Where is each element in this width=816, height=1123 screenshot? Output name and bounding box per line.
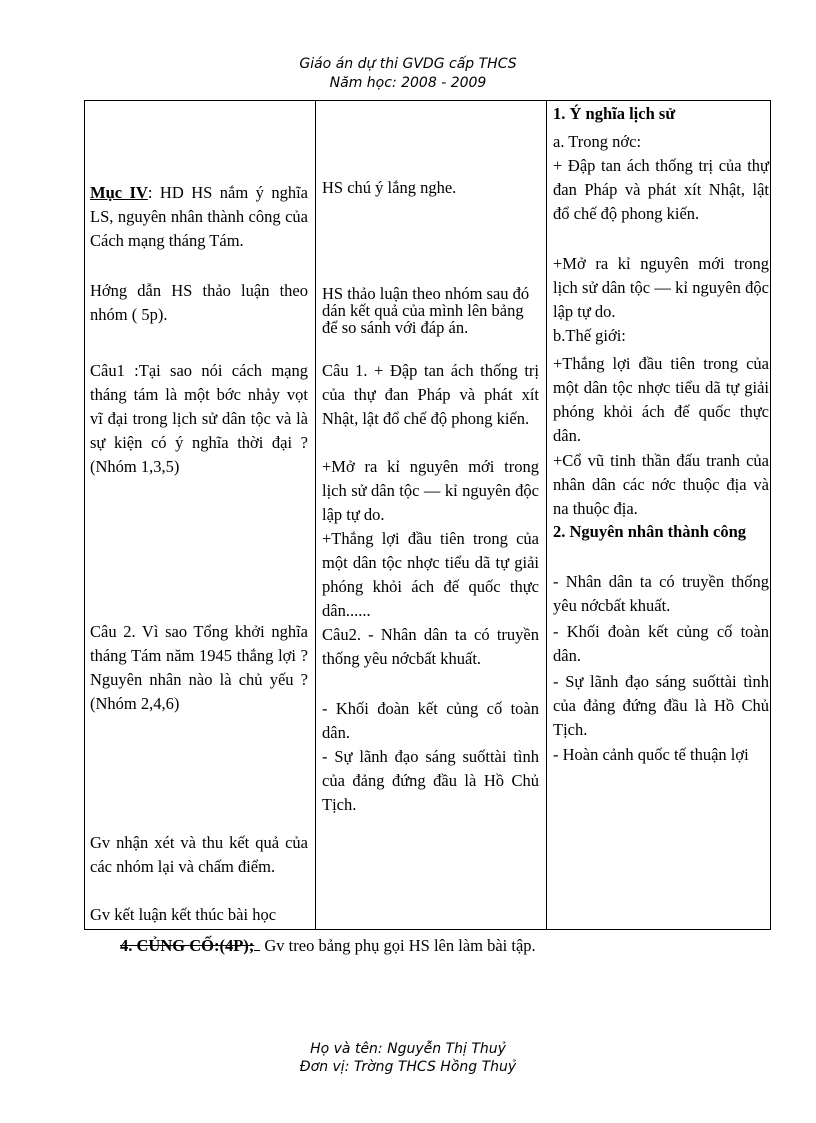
teacher-conclusion: Gv kết luận kết thúc bài học [90,905,277,924]
domestic-subheading: a. Trong nớc: [553,132,642,151]
cause-2: - Khối đoàn kết củng cố toàn dân. [553,622,769,665]
question-1: Câu1 :Tại sao nói cách mạng tháng tám là một bớc nhảy vọt vĩ đại trong lịch sử dân tộc và là sự kiện có ý nghĩa thời đại ?(Nhóm 1,3,5) [90,361,308,476]
cause-3: - Sự lãnh đạo sáng suốttài tình của đảng đứng đầu là Hồ Chủ Tịch. [553,672,769,739]
teacher-review: Gv nhận xét và thu kết quả của các nhóm lại và chấm điểm. [90,833,308,876]
heading-success-causes: 2. Nguyên nhân thành công [553,522,747,541]
domestic-point-1: + Đập tan ách thống trị của thự đan Pháp và phát xít Nhật, lật đổ chế độ phong kiến. [553,156,769,223]
group-discussion-instruction: Hớng dẫn HS thảo luận theo nhóm ( 5p). [90,281,308,324]
question-2: Câu 2. Vì sao Tổng khởi nghĩa tháng Tám năm 1945 thắng lợi ? Nguyên nhân nào là chủ yếu ?(Nhóm 2,4,6) [90,622,308,713]
domestic-point-2: +Mở ra kỉ nguyên mới trong lịch sử dân tộc — kỉ nguyên độc lập tự do. [553,254,769,321]
cause-1: - Nhân dân ta có truyền thống yêu nớcbất khuất. [553,572,769,615]
consolidation-label: 4. CỦNG CỐ:(4P); [120,936,255,955]
footer-school: Đơn vị: Trờng THCS Hồng Thuỷ [299,1059,517,1075]
consolidation-text: Gv treo bảng phụ gọi HS lên làm bài tập. [264,936,536,955]
cause-4: - Hoàn cảnh quốc tế thuận lợi [553,745,749,764]
section-iv-label: Mục IV [90,183,148,202]
column-divider [546,101,547,929]
world-subheading: b.Thế giới: [553,326,626,345]
world-point-1: +Thắng lợi đầu tiên trong của một dân tộc nhợc tiểu dã tự giải phóng khỏi ách đế quốc thực dân. [553,354,769,445]
answer-2-point-a: Câu2. - Nhân dân ta có truyền thống yêu nớcbất khuất. [322,625,539,668]
answer-1-point-a: Câu 1. + Đập tan ách thống trị của thự đan Pháp và phát xít Nhật, lật đổ chế độ phong kiến. [322,361,539,428]
section-iv-text: Mục IV: HD HS nắm ý nghĩa LS, nguyên nhân thành công của Cách mạng tháng Tám. [90,183,308,250]
answer-2-point-c: - Sự lãnh đạo sáng suốttài tình của đảng đứng đầu là Hồ Chủ Tịch. [322,747,539,814]
header-title: Giáo án dự thi GVDG cấp THCS [299,56,517,72]
column-divider [315,101,316,929]
consolidation-line [120,934,780,958]
heading-historical-significance: 1. Ý nghĩa lịch sử [553,104,676,123]
answer-1-point-c: +Thắng lợi đầu tiên trong của một dân tộc nhợc tiểu dã tự giải phóng khỏi ách đế quốc thực dân...... [322,529,539,620]
footer-author: Họ và tên: Nguyễn Thị Thuỷ [310,1041,506,1057]
student-listen: HS chú ý lắng nghe. [322,178,457,197]
answer-2-point-b: - Khối đoàn kết củng cố toàn dân. [322,699,539,742]
answer-1-point-b: +Mở ra kỉ nguyên mới trong lịch sử dân tộc — kỉ nguyên độc lập tự do. [322,457,539,524]
student-discussion: HS thảo luận theo nhóm sau đó dán kết quả của mình lên bảng để so sánh với đáp án. [322,284,530,337]
world-point-2: +Cổ vũ tinh thần đấu tranh của nhân dân các nớc thuộc địa và na thuộc địa. [553,451,769,518]
header-school-year: Năm học: 2008 - 2009 [329,75,487,91]
